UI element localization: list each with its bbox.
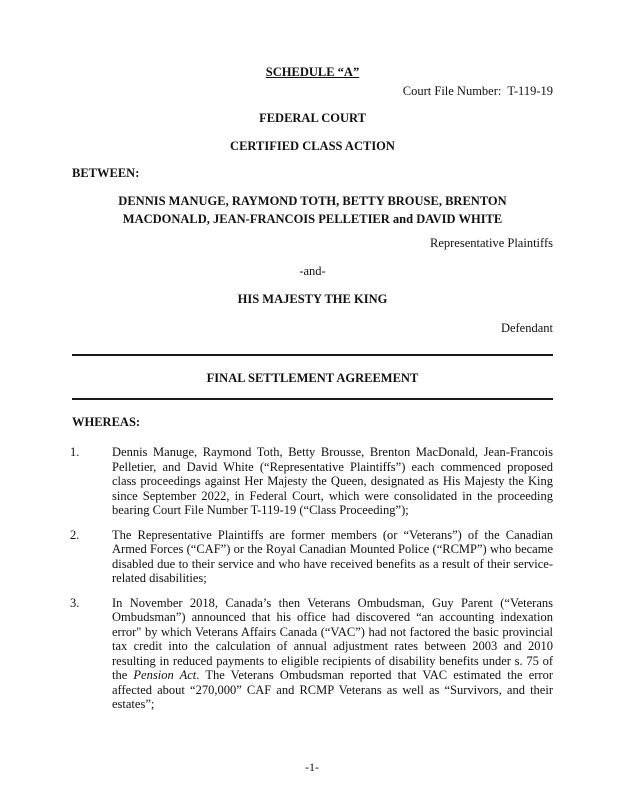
paragraph-text: Dennis Manuge, Raymond Toth, Betty Brousse, Brenton MacDonald, Jean-Francois Pelletier, and David White (“Representative Plaintiffs”) each commenced proposed class proceedings against Her Majesty the Queen, designated as His Majesty the King since September 2022, in Federal Court, which were consolidated in the proceeding bearing Court File Number T-119-19 (“Class Proceeding”); [112, 445, 553, 517]
between-label: BETWEEN: [72, 166, 140, 180]
horizontal-rule-bottom [72, 398, 553, 400]
paragraph-text: In November 2018, Canada’s then Veterans Ombudsman, Guy Parent (“Veterans Ombudsman”) announced that his office had discovered “an accounting indexation error" by which Veterans Affairs Canada (“VAC”) had not factored the basic provincial tax credit into the calculation of annual adjustment rates between 2003 and 2010 resulting in reduced payments to eligible recipients of disability benefits under s. 75 of the Pension Act. The Veterans Ombudsman reported that VAC estimated the error affected about “270,000” CAF and RCMP Veterans as well as “Survivors, and their estates”; [112, 595, 554, 711]
defendant-role-label: Defendant [500, 321, 553, 335]
action-type-heading: CERTIFIED CLASS ACTION [230, 139, 395, 153]
recital-paragraph [72, 596, 553, 712]
defendant-name: HIS MAJESTY THE KING [237, 292, 388, 306]
and-separator: -and- [299, 264, 326, 278]
paragraph-number: 1. [70, 445, 80, 459]
recitals-section [72, 415, 553, 722]
plaintiffs-role-label: Representative Plaintiffs [429, 236, 553, 250]
recital-paragraph [72, 528, 553, 586]
horizontal-rule-top [72, 354, 553, 356]
recital-paragraphs [72, 445, 553, 712]
schedule-title: SCHEDULE “A” [265, 65, 360, 79]
page-number: -1- [305, 760, 319, 774]
court-file-number: Court File Number: T-119-19 [402, 84, 553, 98]
plaintiff-names [72, 192, 553, 228]
court-name: FEDERAL COURT [259, 111, 366, 125]
paragraph-number: 3. [70, 595, 80, 610]
document-title: FINAL SETTLEMENT AGREEMENT [206, 371, 419, 385]
plaintiff-names-line-1: DENNIS MANUGE, RAYMOND TOTH, BETTY BROUSE, BRENTON [118, 194, 507, 208]
plaintiff-names-line-2: MACDONALD, JEAN-FRANCOIS PELLETIER and DAVID WHITE [122, 212, 503, 226]
whereas-heading: WHEREAS: [72, 415, 141, 429]
paragraph-number: 2. [70, 527, 80, 542]
recital-paragraph [72, 445, 553, 518]
paragraph-text: The Representative Plaintiffs are former members (or “Veterans”) of the Canadian Armed Forces (“CAF”) or the Royal Canadian Mounted Police (“RCMP”) who became disabled due to their service and who have received benefits as a result of their service-related disabilities; [112, 527, 553, 585]
